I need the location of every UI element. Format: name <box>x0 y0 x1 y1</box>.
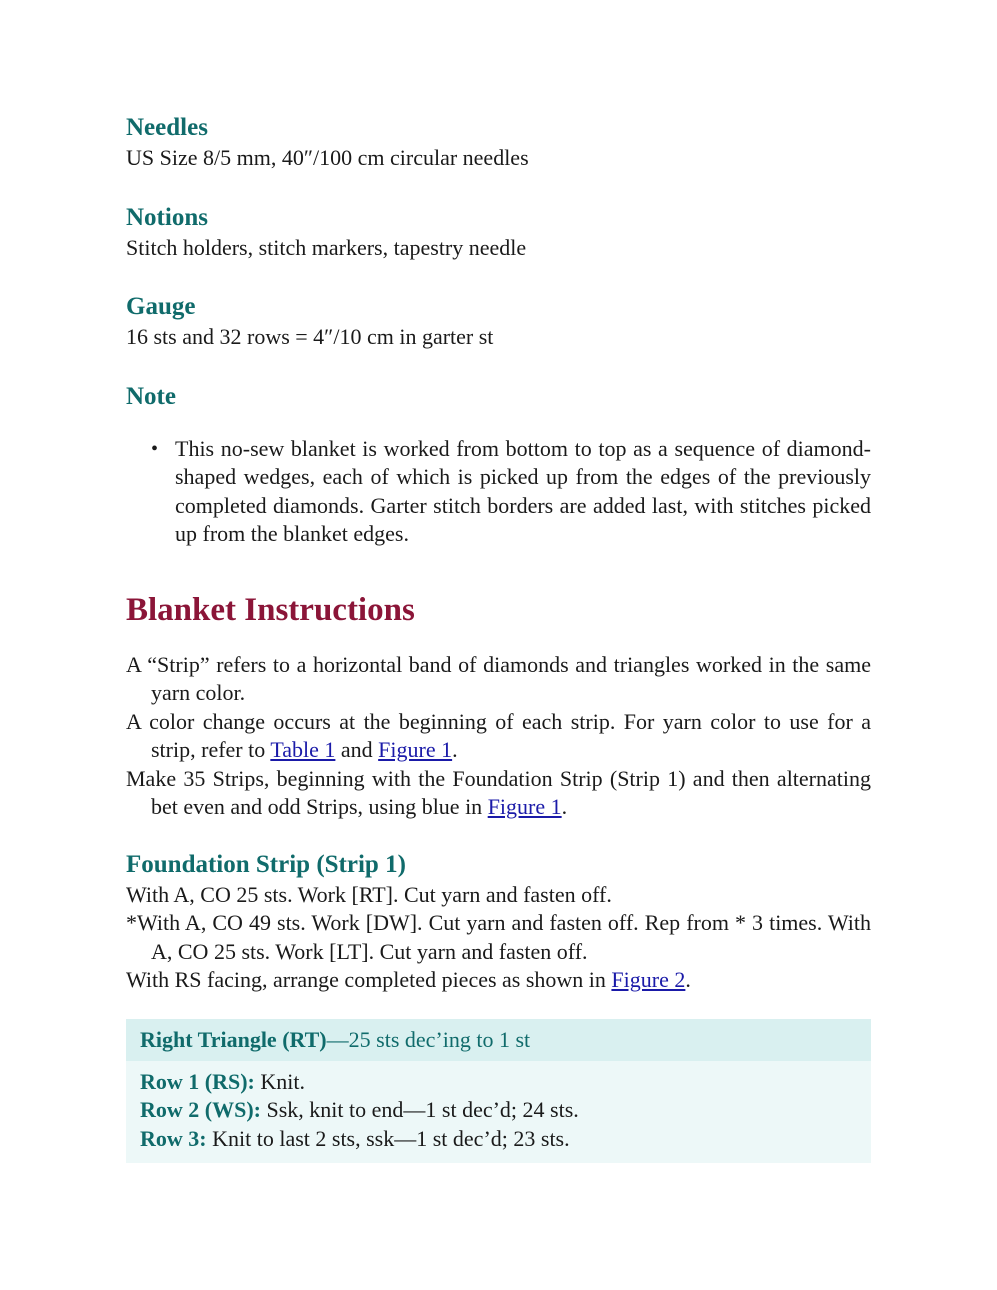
row-label: Row 2 (WS): <box>140 1097 261 1122</box>
row-text: Knit. <box>254 1068 306 1094</box>
spacer <box>126 549 871 590</box>
needles-text: US Size 8/5 mm, 40″/100 cm circular needles <box>126 145 529 170</box>
foundation-step-3-text: With RS facing, arrange completed pieces as shown in <box>126 967 612 992</box>
make-strips-paragraph <box>126 765 871 822</box>
instruction-row <box>140 1125 857 1154</box>
period-text: . <box>452 737 458 762</box>
figure-1-link[interactable]: Figure 1 <box>487 794 562 819</box>
blanket-instructions-heading: Blanket Instructions <box>126 591 415 628</box>
note-item-text: This no-sew blanket is worked from bottom to top as a sequence of diamond-shaped wedges, each of which is picked up from the edges of the previously completed diamonds. Garter stitch borders are added last, with stitches picked up from the blanket edges. <box>175 435 871 546</box>
note-list-item <box>126 435 871 549</box>
period-text: . <box>561 794 568 819</box>
spacer <box>126 262 871 291</box>
instruction-row <box>140 1096 857 1125</box>
spacer <box>126 352 871 381</box>
document-page <box>126 112 871 1163</box>
row-label: Row 1 (RS): <box>140 1068 255 1094</box>
period-text: . <box>685 967 691 992</box>
strip-definition-paragraph: A “Strip” refers to a horizontal band of diamonds and triangles worked in the same yarn color. <box>126 651 871 705</box>
right-triangle-box-title <box>126 1019 871 1061</box>
notions-heading: Notions <box>126 203 208 231</box>
gauge-heading: Gauge <box>126 293 196 320</box>
needles-heading: Needles <box>126 114 208 141</box>
spacer <box>126 173 871 202</box>
foundation-strip-heading: Foundation Strip (Strip 1) <box>126 850 406 878</box>
note-list <box>126 435 871 549</box>
color-change-paragraph <box>126 708 871 765</box>
figure-2-link[interactable]: Figure 2 <box>611 967 686 992</box>
notions-text: Stitch holders, stitch markers, tapestry needle <box>126 234 527 260</box>
foundation-step-2: *With A, CO 49 sts. Work [DW]. Cut yarn and fasten off. Rep from * 3 times. With A, CO 25 sts. Work [LT]. Cut yarn and fasten off. <box>126 910 871 964</box>
right-triangle-box <box>126 1019 871 1164</box>
note-heading: Note <box>126 382 176 410</box>
spacer <box>126 822 871 849</box>
foundation-step-3 <box>126 966 871 995</box>
bullet-icon: • <box>151 437 159 460</box>
connector-text: and <box>335 737 379 762</box>
gauge-text: 16 sts and 32 rows = 4″/10 cm in garter st <box>126 324 494 349</box>
spacer <box>126 630 871 651</box>
right-triangle-rows <box>126 1061 871 1164</box>
table-1-link[interactable]: Table 1 <box>270 737 336 762</box>
row-label: Row 3: <box>140 1125 207 1151</box>
right-triangle-subtitle: —25 sts dec’ing to 1 st <box>326 1026 531 1052</box>
instruction-row <box>140 1068 857 1097</box>
row-text: Ssk, knit to end—1 st dec’d; 24 sts. <box>261 1097 579 1122</box>
make-strips-text: Make 35 Strips, beginning with the Foundation Strip (Strip 1) and then alternating bet even and odd Strips, using blue in <box>126 765 871 819</box>
color-change-text: A color change occurs at the beginning of each strip. For yarn color to use for a strip, refer to <box>126 708 871 762</box>
figure-1-link[interactable]: Figure 1 <box>378 737 453 762</box>
row-text: Knit to last 2 sts, ssk—1 st dec’d; 23 sts. <box>206 1125 570 1151</box>
right-triangle-title: Right Triangle (RT) <box>140 1026 327 1052</box>
spacer <box>126 413 871 435</box>
foundation-step-1: With A, CO 25 sts. Work [RT]. Cut yarn and fasten off. <box>126 881 612 907</box>
